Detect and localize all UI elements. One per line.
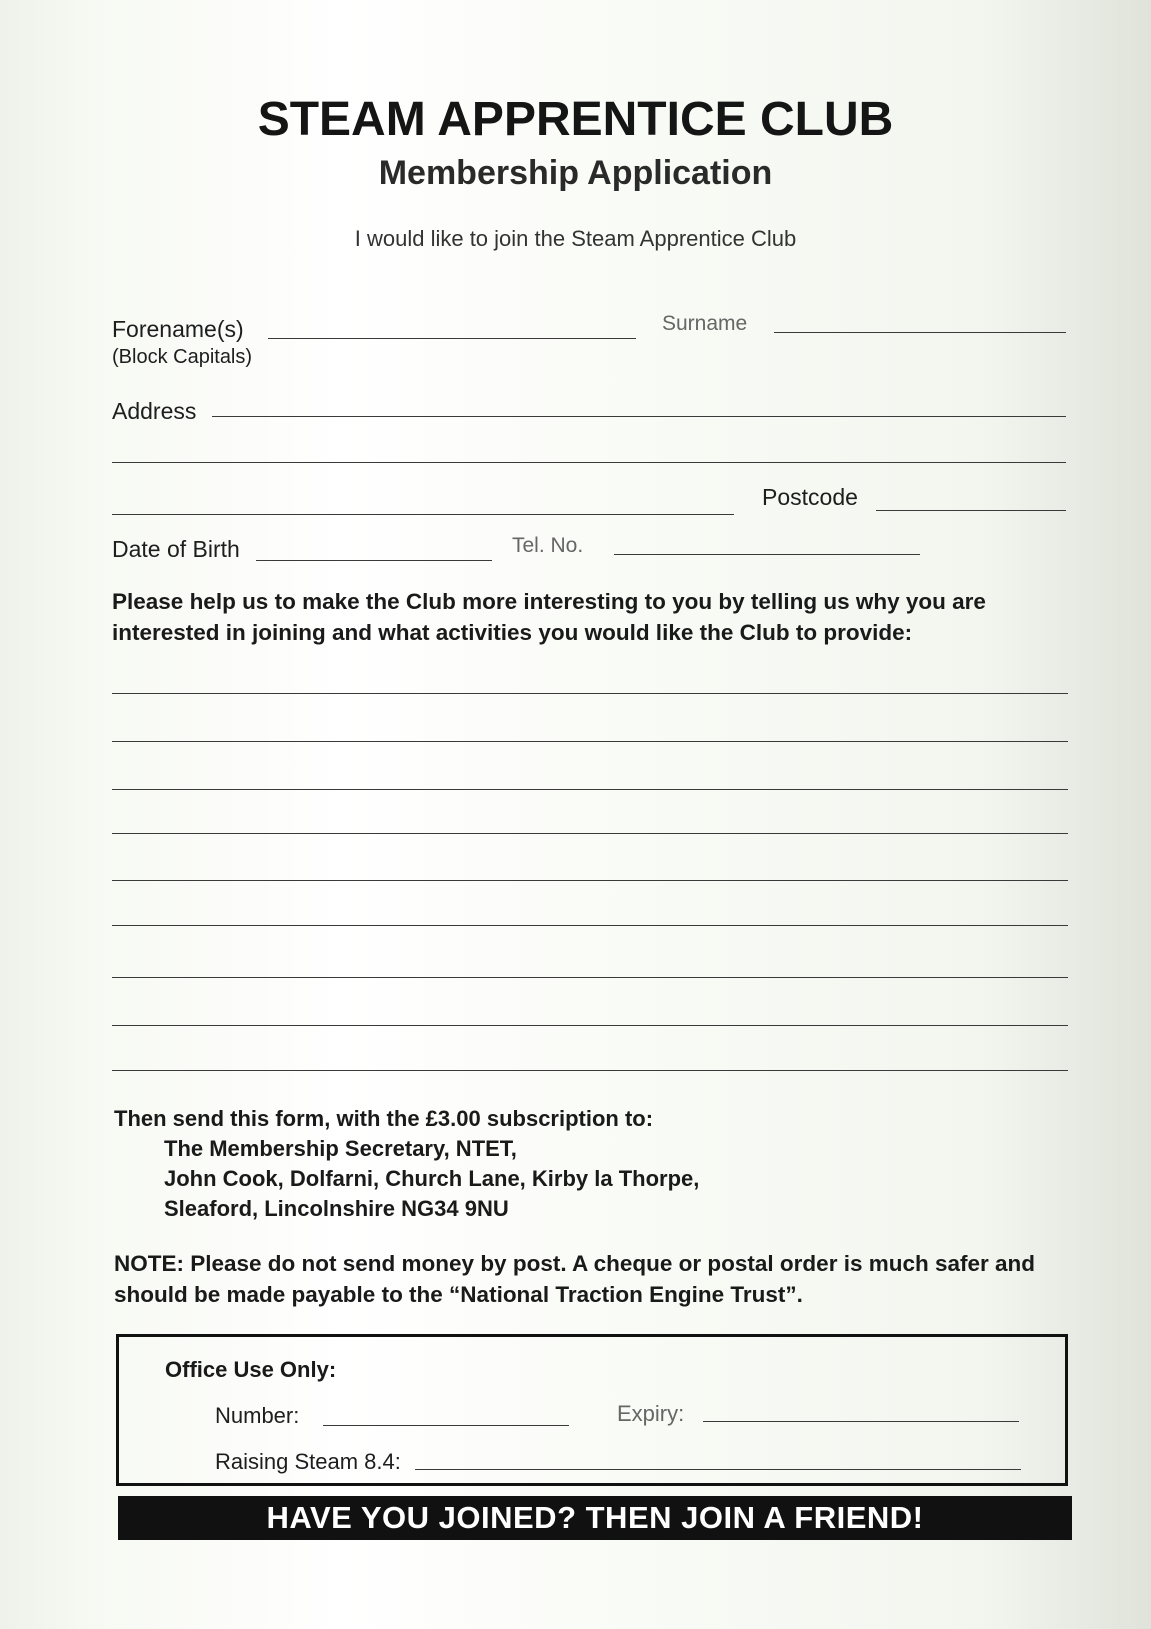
block-capitals-note: (Block Capitals): [112, 346, 253, 368]
raising-steam-label: Raising Steam 8.4:: [215, 1449, 401, 1474]
send-line-3: John Cook, Dolfarni, Church Lane, Kirby la Thorpe,: [164, 1166, 700, 1191]
intro-text: I would like to join the Steam Apprentice Club: [354, 226, 797, 251]
office-use-title: Office Use Only:: [165, 1357, 337, 1382]
interest-line[interactable]: [112, 880, 1068, 881]
payment-note: NOTE: Please do not send money by post. A cheque or postal order is much safer and should be made payable to the “National Traction Engine Trust”.: [114, 1251, 1036, 1307]
address-line-1-field[interactable]: [212, 416, 1066, 417]
interest-line[interactable]: [112, 693, 1068, 694]
address-line-3-field[interactable]: [112, 514, 734, 515]
forename-label: Forename(s): [112, 316, 244, 342]
dob-field[interactable]: [256, 560, 492, 561]
form-title: STEAM APPRENTICE CLUB: [257, 93, 894, 146]
send-line-1: Then send this form, with the £3.00 subscription to:: [114, 1106, 654, 1131]
address-line-2-field[interactable]: [112, 462, 1066, 463]
forename-field[interactable]: [268, 338, 636, 339]
surname-label: Surname: [662, 312, 748, 335]
expiry-field[interactable]: [703, 1421, 1019, 1422]
join-friend-banner: HAVE YOU JOINED? THEN JOIN A FRIEND!: [118, 1496, 1072, 1540]
postcode-field[interactable]: [876, 510, 1066, 511]
tel-field[interactable]: [614, 554, 920, 555]
interest-line[interactable]: [112, 977, 1068, 978]
number-label: Number:: [215, 1403, 300, 1428]
interest-line[interactable]: [112, 1070, 1068, 1071]
interest-prompt: Please help us to make the Club more interesting to you by telling us why you are interested in joining and what activities you would like the Club to provide:: [112, 589, 986, 645]
send-instructions: [114, 1104, 699, 1224]
form-subtitle: Membership Application: [378, 154, 773, 192]
send-line-4: Sleaford, Lincolnshire NG34 9NU: [164, 1196, 509, 1221]
office-use-box: [116, 1334, 1068, 1486]
dob-label: Date of Birth: [112, 536, 240, 562]
raising-steam-field[interactable]: [415, 1469, 1021, 1470]
number-field[interactable]: [323, 1425, 569, 1426]
interest-line[interactable]: [112, 789, 1068, 790]
expiry-label: Expiry:: [617, 1401, 685, 1426]
send-line-2: The Membership Secretary, NTET,: [164, 1136, 517, 1161]
surname-field[interactable]: [774, 332, 1066, 333]
interest-line[interactable]: [112, 741, 1068, 742]
interest-line[interactable]: [112, 925, 1068, 926]
interest-line[interactable]: [112, 1025, 1068, 1026]
tel-label: Tel. No.: [512, 534, 584, 557]
postcode-label: Postcode: [762, 484, 858, 510]
interest-line[interactable]: [112, 833, 1068, 834]
address-label: Address: [112, 398, 197, 424]
